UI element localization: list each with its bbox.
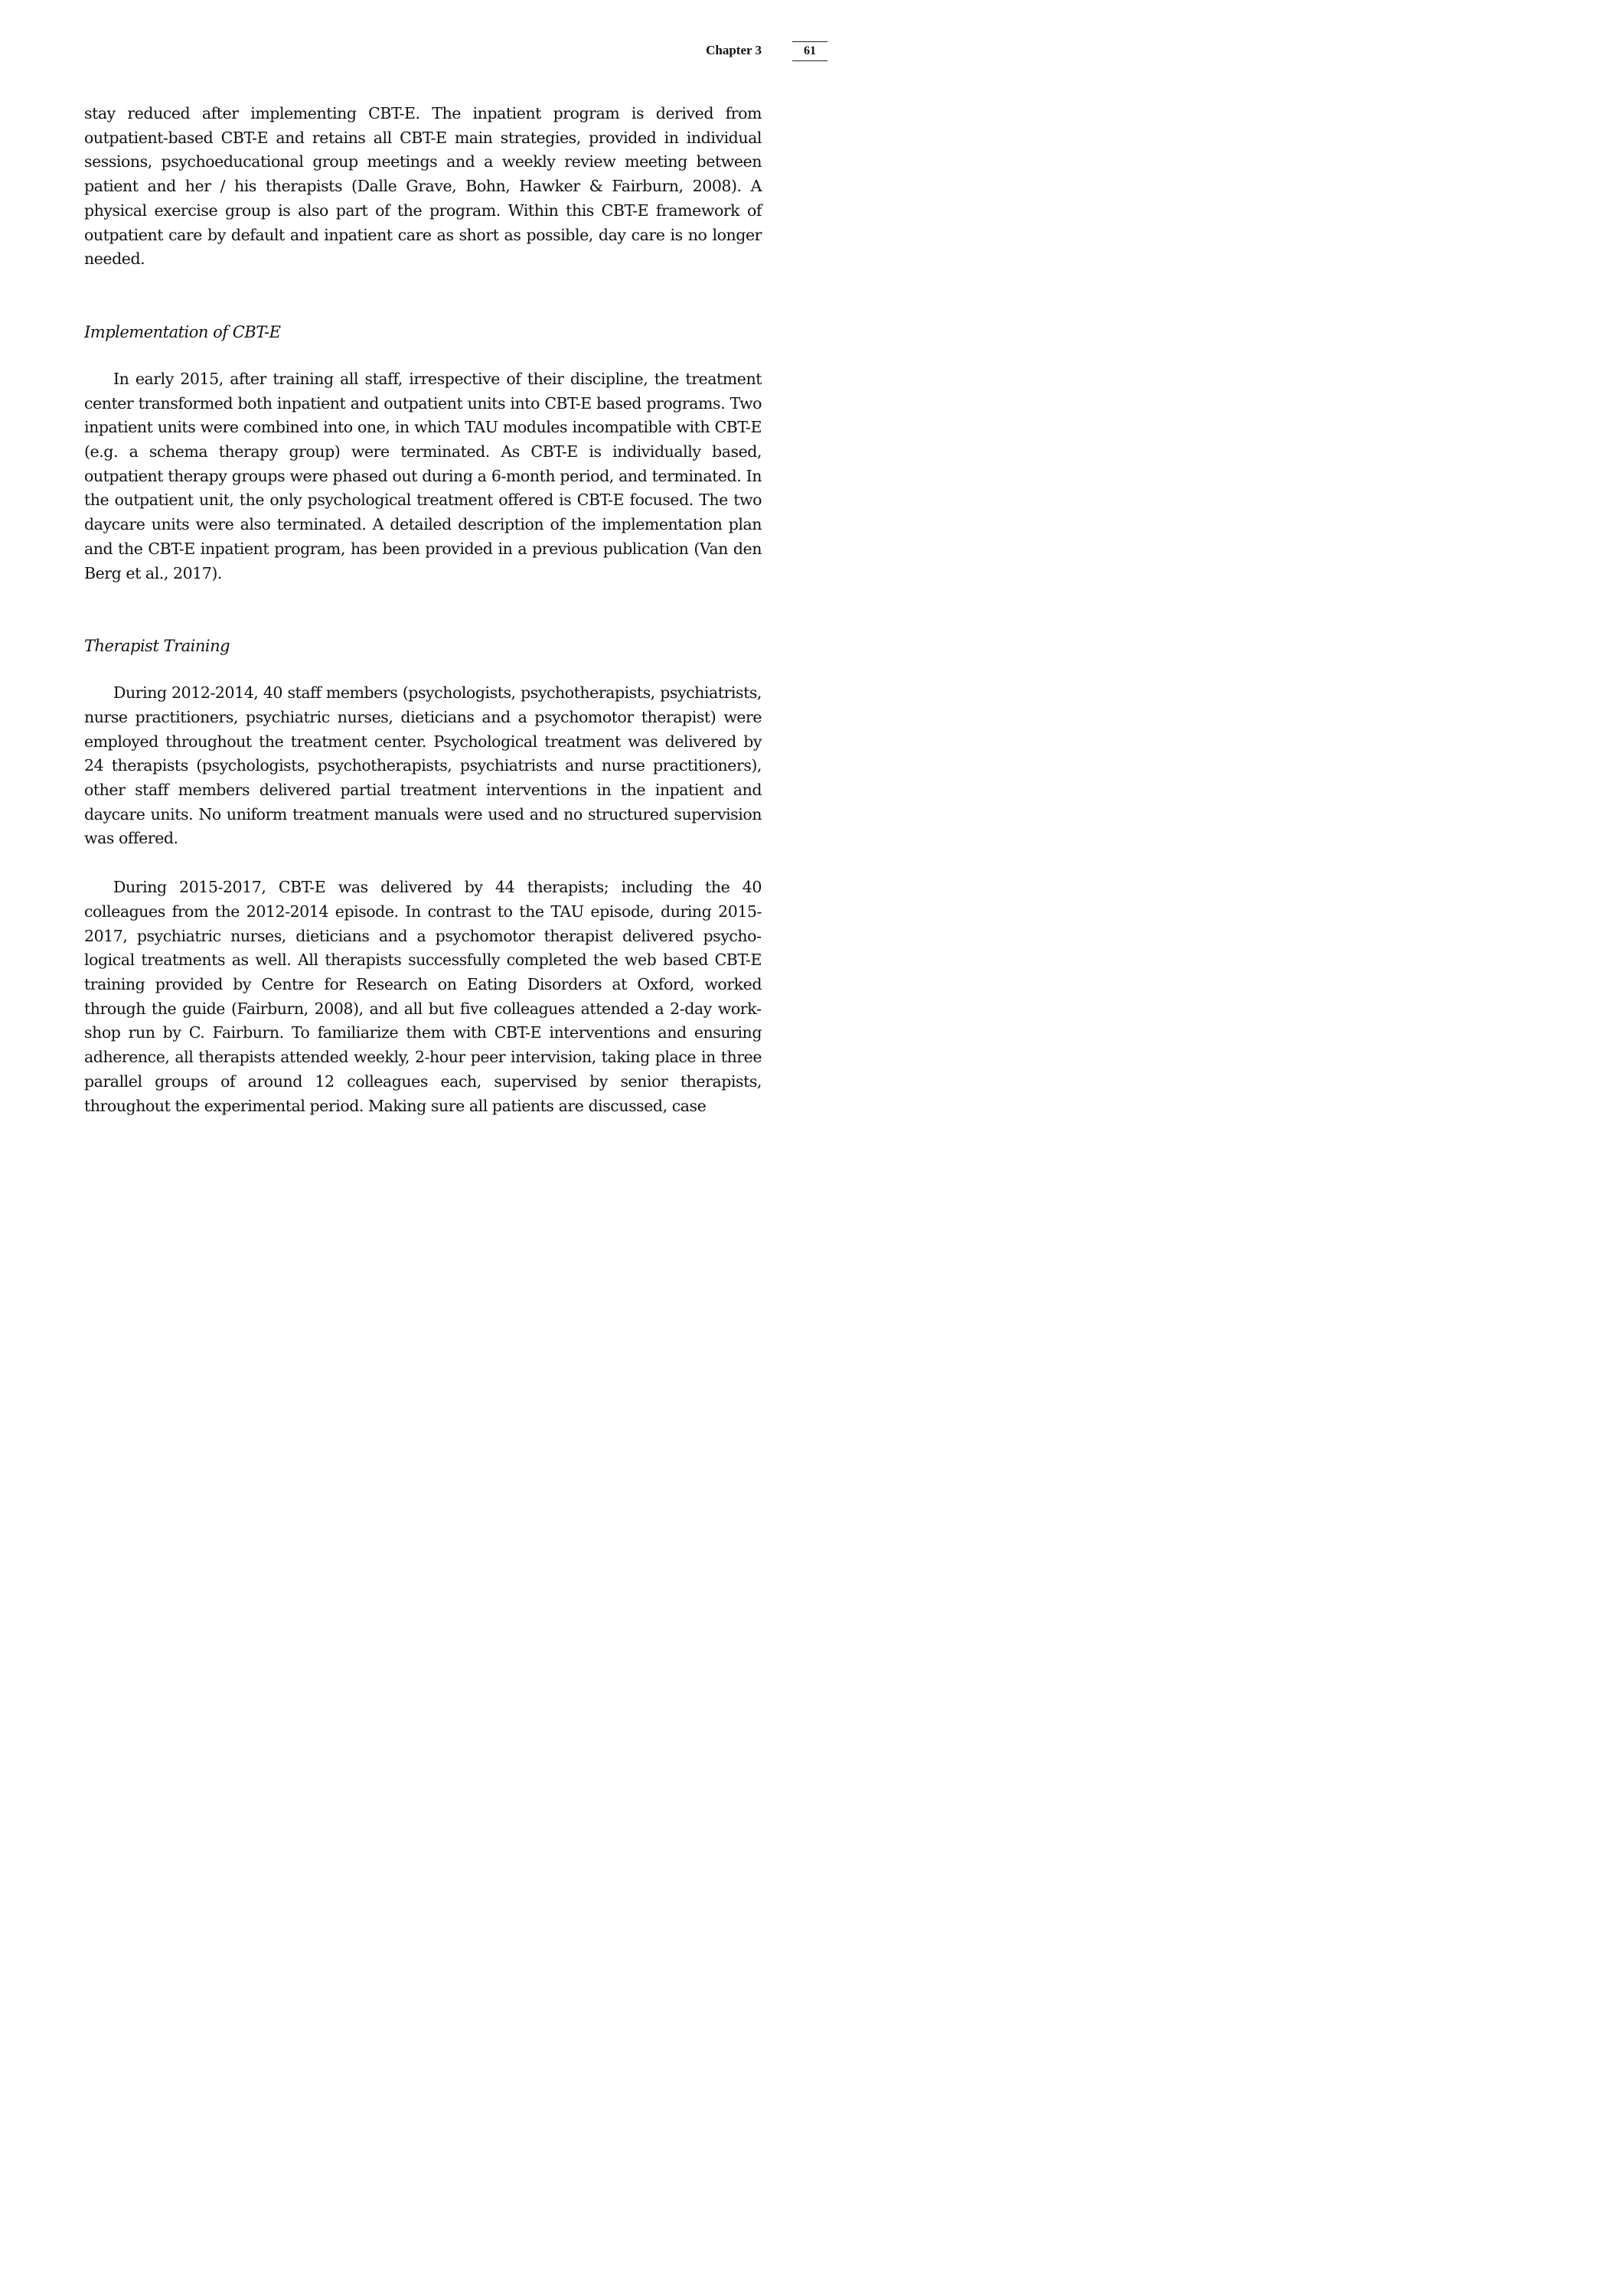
chapter-label: Chapter 3 [706,43,762,57]
paragraph-training-cbte: During 2015-2017, CBT-E was delivered by 44 therapists; including the 40 colleagues from the 2012-2014 episode. In contrast to the TAU episode, during 2015-2017, psychiatric nurses, dieticians and a psychomotor therapist delivered psychological treatments as well. All therapists successfully completed the web based CBT-E training provided by Centre for Research on Eating Disorders at Oxford, worked through the guide (Fairburn, 2008), and all but five colleagues attended a 2-day workshop run by C. Fairburn. To familiarize them with CBT-E interventions and ensuring adherence, all therapists attended weekly, 2-hour peer intervision, taking place in three parallel groups of around 12 colleagues each, supervised by senior therapists, throughout the experimental period. Making sure all patients are discussed, case [84,878,762,1115]
page-body [84,102,762,1118]
page-number: 61 [792,41,827,61]
running-head [0,41,854,63]
paragraph-implementation: In early 2015, after training all staff, irrespective of their discipline, the treatment center transformed both inpatient and outpatient units into CBT-E based programs. Two inpatient units were combined into one, in which TAU modules incompatible with CBT-E (e.g. a schema therapy group) were terminated. As CBT-E is individually based, outpatient therapy groups were phased out during a 6-month period, and terminated. In the outpatient unit, the only psychological treatment offered is CBT-E focused. The two daycare units were also terminated. A detailed description of the implementation plan and the CBT-E inpatient program, has been provided in a previous publication (Van den Berg et al., 2017). [84,369,762,582]
heading-therapist-training: Therapist Training [84,637,230,656]
heading-implementation: Implementation of CBT-E [84,322,281,341]
paragraph-training-tau: During 2012-2014, 40 staff members (psychologists, psychotherapists, psychiatrists, nurse practitioners, psychiatric nurses, dieticians and a psychomotor therapist) were employed throughout the treatment center. Psychological treatment was delivered by 24 therapists (psychologists, psychotherapists, psychiatrists and nurse practitioners), other staff members delivered partial treatment interventions in the inpatient and daycare units. No uniform treatment manuals were used and no structured supervision was offered. [84,683,762,848]
paragraph-continuation: stay reduced after implementing CBT-E. The inpatient program is derived from outpatient-based CBT-E and retains all CBT-E main strategies, provided in individual sessions, psychoeducational group meetings and a weekly review meeting between patient and her / his therapists (Dalle Grave, Bohn, Hawker & Fairburn, 2008). A physical exercise group is also part of the program. Within this CBT-E framework of outpatient care by default and inpatient care as short as possible, day care is no longer needed. [84,104,762,269]
